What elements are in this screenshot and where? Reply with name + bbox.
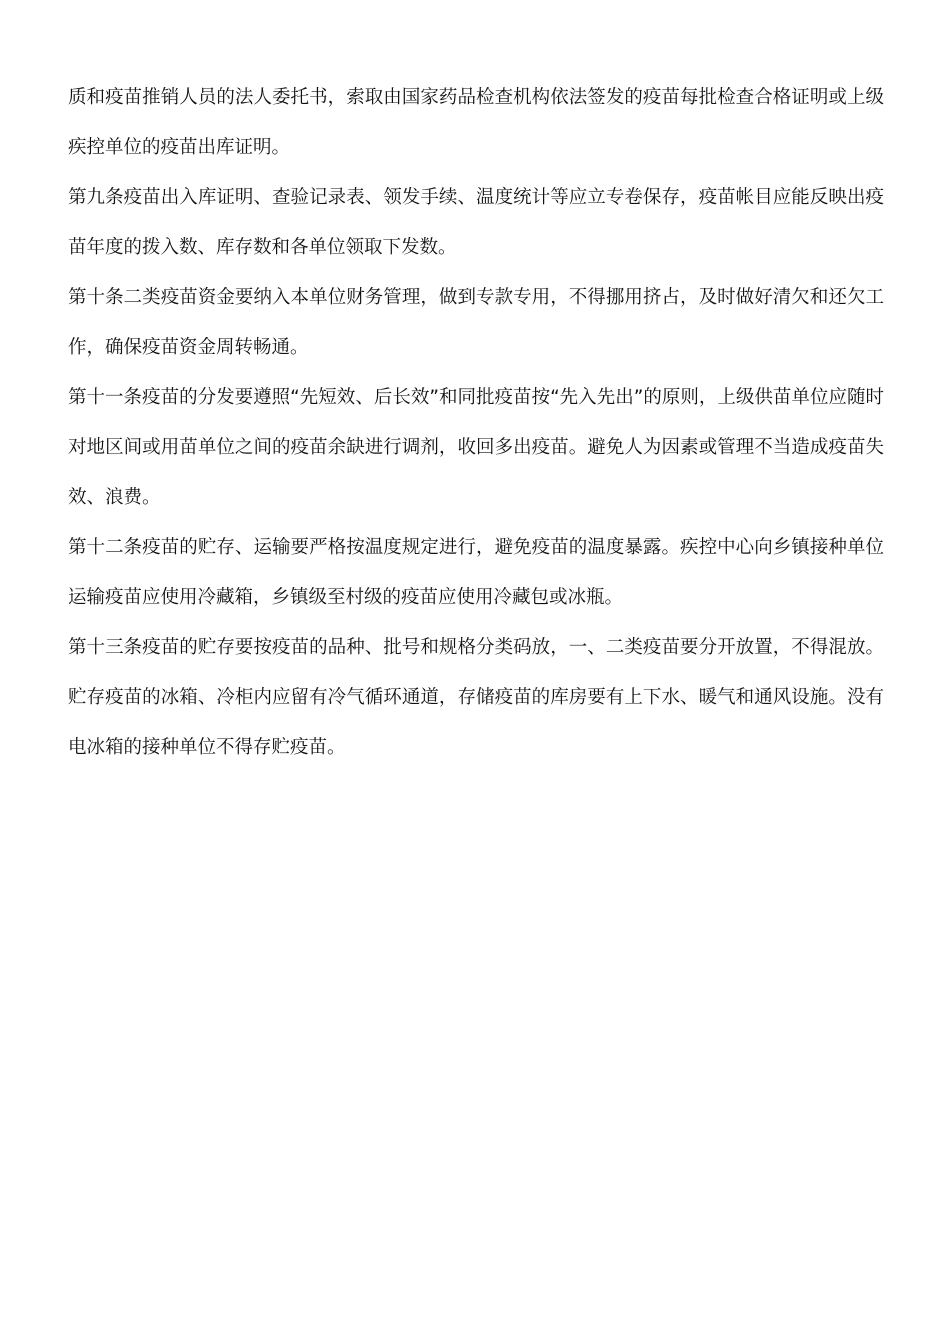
article-11-paragraph: 第十一条疫苗的分发要遵照“先短效、后长效”和同批疫苗按“先入先出”的原则，上级供苗单位应随时对地区间或用苗单位之间的疫苗余缺进行调剂，收回多出疫苗。避免人为因素或管理不当造成疫苗失效、浪费。 [68, 387, 884, 508]
article-10-paragraph: 第十条二类疫苗资金要纳入本单位财务管理，做到专款专用，不得挪用挤占，及时做好清欠和还欠工作，确保疫苗资金周转畅通。 [68, 287, 884, 358]
document-body [68, 73, 884, 773]
article-9-paragraph: 第九条疫苗出入库证明、查验记录表、领发手续、温度统计等应立专卷保存，疫苗帐目应能反映出疫苗年度的拨入数、库存数和各单位领取下发数。 [68, 187, 884, 258]
article-12-paragraph: 第十二条疫苗的贮存、运输要严格按温度规定进行，避免疫苗的温度暴露。疾控中心向乡镇接种单位运输疫苗应使用冷藏箱，乡镇级至村级的疫苗应使用冷藏包或冰瓶。 [68, 537, 884, 608]
article-13-paragraph: 第十三条疫苗的贮存要按疫苗的品种、批号和规格分类码放，一、二类疫苗要分开放置，不得混放。贮存疫苗的冰箱、冷柜内应留有冷气循环通道，存储疫苗的库房要有上下水、暖气和通风设施。没有电冰箱的接种单位不得存贮疫苗。 [68, 637, 884, 758]
paragraph-continued: 质和疫苗推销人员的法人委托书，索取由国家药品检查机构依法签发的疫苗每批检查合格证明或上级疾控单位的疫苗出库证明。 [68, 87, 884, 158]
